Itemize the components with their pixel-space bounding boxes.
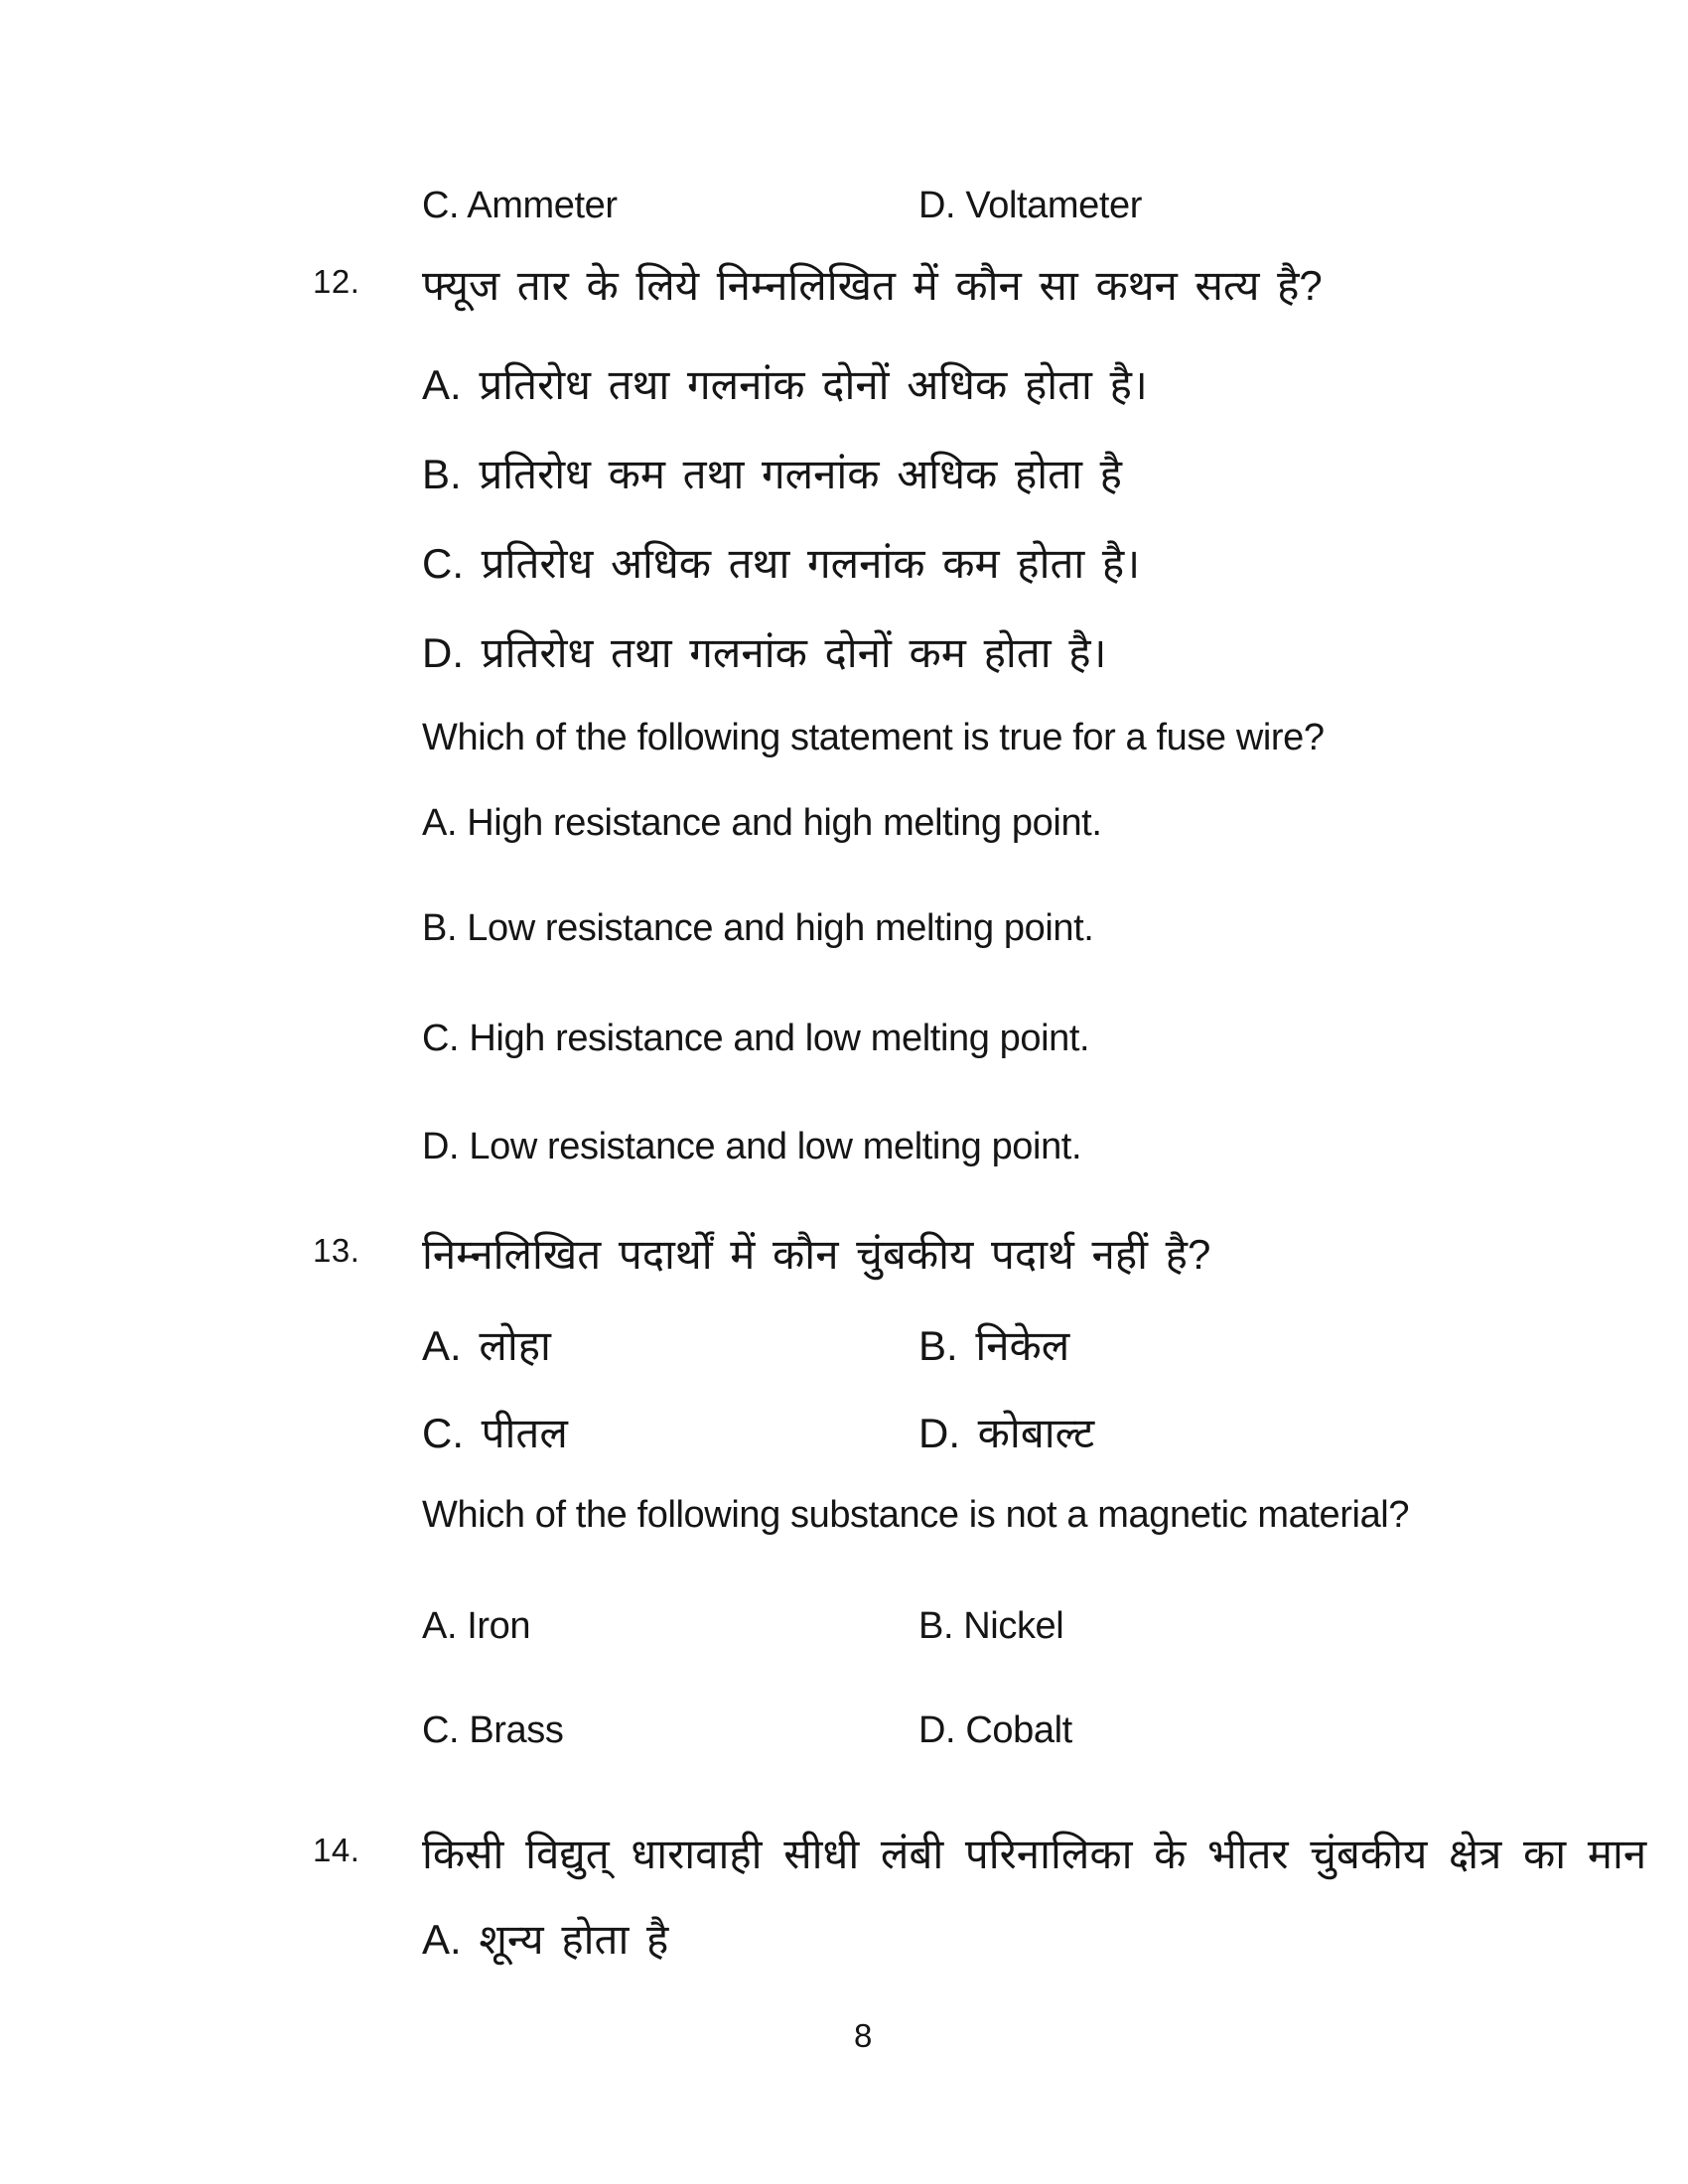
q13-question-english-row [0, 1494, 1688, 1546]
q12-option-row [0, 1018, 1688, 1069]
q12-option-row [0, 445, 1688, 496]
q12-question-english-row [0, 717, 1688, 768]
q12-option-a-hindi: A. प्रतिरोध तथा गलनांक दोनों अधिक होता है। [422, 361, 1148, 408]
q13-option-c-english: C. Brass [422, 1709, 564, 1751]
q12-question-row [0, 256, 1688, 308]
q13-question-row [0, 1225, 1688, 1277]
q12-option-d-english: D. Low resistance and low melting point. [422, 1126, 1082, 1167]
q12-option-b-english: B. Low resistance and high melting point. [422, 907, 1094, 949]
q12-option-c-hindi: C. प्रतिरोध अधिक तथा गलनांक कम होता है। [422, 540, 1141, 587]
q12-option-d-hindi: D. प्रतिरोध तथा गलनांक दोनों कम होता है। [422, 629, 1107, 676]
q14-question-hindi: किसी विद्युत् धारावाही सीधी लंबी परिनालिका के भीतर चुंबकीय क्षेत्र का मान [422, 1831, 1647, 1877]
q13-option-a-english: A. Iron [422, 1605, 531, 1647]
q12-option-a-english: A. High resistance and high melting point. [422, 802, 1102, 844]
q13-option-row [0, 1404, 1688, 1455]
top-option-d: D. Voltameter [918, 185, 1143, 226]
q12-question-english: Which of the following statement is true for a fuse wire? [422, 717, 1325, 758]
q13-option-row [0, 1316, 1688, 1368]
q13-question-english: Which of the following substance is not a magnetic material? [422, 1494, 1410, 1536]
q13-option-d-hindi: D. कोबाल्ट [918, 1410, 1095, 1456]
q12-option-row [0, 623, 1688, 675]
q13-option-a-hindi: A. लोहा [422, 1322, 551, 1369]
q12-number: 12. [313, 263, 360, 300]
q13-option-b-hindi: B. निकेल [918, 1322, 1070, 1369]
page-number: 8 [854, 2017, 873, 2054]
q13-option-row [0, 1709, 1688, 1761]
top-option-c: C. Ammeter [422, 185, 618, 226]
q12-question-hindi: फ्यूज तार के लिये निम्नलिखित में कौन सा कथन सत्य है? [422, 262, 1323, 309]
q12-option-row [0, 355, 1688, 407]
q14-number: 14. [313, 1832, 360, 1868]
q12-option-c-english: C. High resistance and low melting point. [422, 1018, 1090, 1059]
q13-question-hindi: निम्नलिखित पदार्थों में कौन चुंबकीय पदार्थ नहीं है? [422, 1231, 1211, 1278]
q13-option-b-english: B. Nickel [918, 1605, 1064, 1647]
q12-option-row [0, 1126, 1688, 1177]
q12-option-row [0, 802, 1688, 854]
q14-option-row [0, 1910, 1688, 1962]
q12-option-row [0, 907, 1688, 959]
top-options-row [0, 185, 1688, 236]
q12-option-b-hindi: B. प्रतिरोध कम तथा गलनांक अधिक होता है [422, 451, 1122, 497]
q13-option-c-hindi: C. पीतल [422, 1410, 568, 1456]
q14-option-a-hindi: A. शून्य होता है [422, 1916, 669, 1963]
q13-option-row [0, 1605, 1688, 1657]
q13-number: 13. [313, 1232, 360, 1269]
q12-option-row [0, 534, 1688, 586]
q14-question-row [0, 1825, 1688, 1876]
q13-option-d-english: D. Cobalt [918, 1709, 1072, 1751]
